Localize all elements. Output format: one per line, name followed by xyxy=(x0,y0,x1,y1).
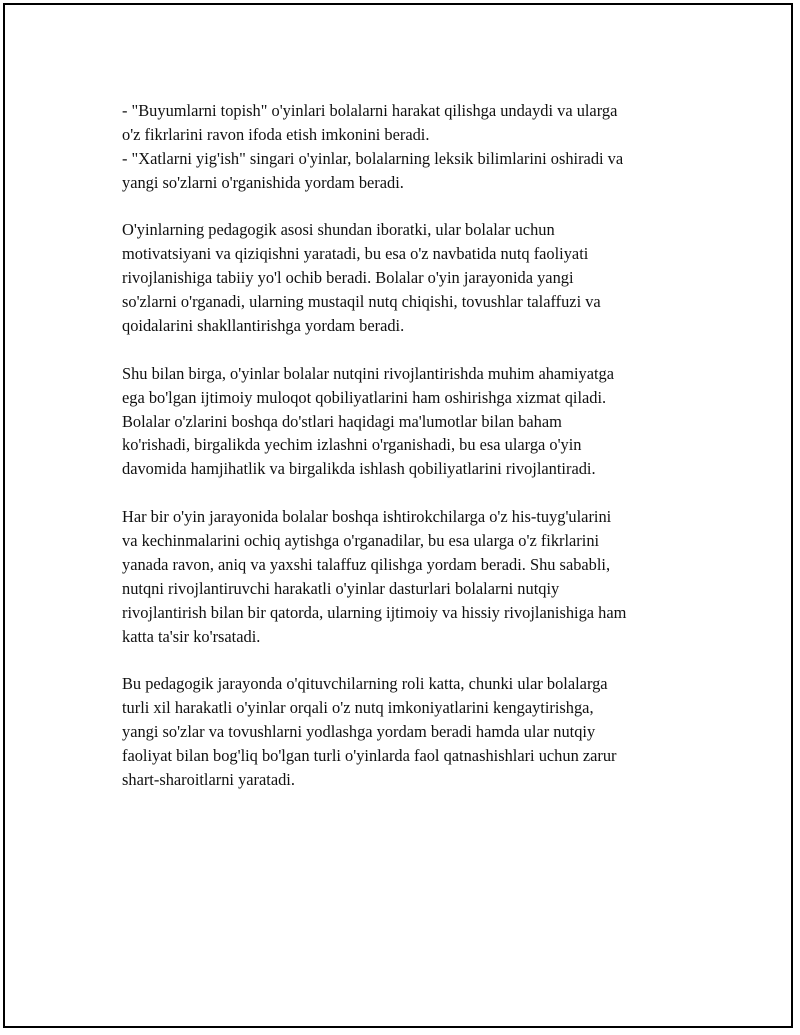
text-line: katta ta'sir ko'rsatadi. xyxy=(122,626,261,646)
text-line: va kechinmalarini ochiq aytishga o'rganadilar, bu esa ularga o'z fikrlarini xyxy=(122,531,600,551)
text-line: ko'rishadi, birgalikda yechim izlashni o'rganishadi, bu esa ularga o'yin xyxy=(122,435,582,455)
paragraph-teacher-role xyxy=(122,672,722,791)
text-line: - "Buyumlarni topish" o'yinlari bolalarni harakat qilishga undaydi va ularga xyxy=(122,101,618,120)
text-line: qoidalarini shakllantirishga yordam beradi. xyxy=(122,316,405,336)
text-line: Bu pedagogik jarayonda o'qituvchilarning roli katta, chunki ular bolalarga xyxy=(122,674,608,694)
paragraph-pedagogical-basis xyxy=(122,218,722,337)
text-line: yangi so'zlar va tovushlarni yodlashga yordam beradi hamda ular nutqiy xyxy=(122,722,596,742)
text-line: motivatsiyani va qiziqishni yaratadi, bu esa o'z navbatida nutq faoliyati xyxy=(122,244,589,264)
paragraph-social-skills xyxy=(122,362,722,481)
text-line: faoliyat bilan bog'liq bo'lgan turli o'yinlarda faol qatnashishlari uchun zarur xyxy=(122,746,617,766)
text-line: so'zlarni o'rganadi, ularning mustaqil nutq chiqishi, tovushlar talaffuzi va xyxy=(122,292,601,312)
text-line: Har bir o'yin jarayonida bolalar boshqa ishtirokchilarga o'z his-tuyg'ularini xyxy=(122,507,612,527)
text-line: yangi so'zlarni o'rganishida yordam beradi. xyxy=(122,172,404,192)
paragraph-games-list xyxy=(122,99,722,195)
text-line: nutqni rivojlantiruvchi harakatli o'yinlar dasturlari bolalarni nutqiy xyxy=(122,578,560,598)
page-frame xyxy=(3,3,793,1028)
document-body xyxy=(122,99,722,816)
text-line: Shu bilan birga, o'yinlar bolalar nutqini rivojlantirishda muhim ahamiyatga xyxy=(122,363,614,383)
text-line: shart-sharoitlarni yaratadi. xyxy=(122,769,295,789)
text-line: davomida hamjihatlik va birgalikda ishlash qobiliyatlarini rivojlantiradi. xyxy=(122,459,596,479)
text-line: turli xil harakatli o'yinlar orqali o'z nutq imkoniyatlarini kengaytirishga, xyxy=(122,698,594,718)
text-line: - "Xatlarni yig'ish" singari o'yinlar, bolalarning leksik bilimlarini oshiradi va xyxy=(122,148,624,168)
paragraph-emotional-development xyxy=(122,505,722,648)
text-line: O'yinlarning pedagogik asosi shundan iboratki, ular bolalar uchun xyxy=(122,220,555,240)
text-line: rivojlantirish bilan bir qatorda, ularning ijtimoiy va hissiy rivojlanishiga ham xyxy=(122,602,627,622)
text-line: rivojlanishiga tabiiy yo'l ochib beradi. Bolalar o'yin jarayonida yangi xyxy=(122,268,574,288)
text-line: Bolalar o'zlarini boshqa do'stlari haqidagi ma'lumotlar bilan baham xyxy=(122,411,562,431)
text-line: o'z fikrlarini ravon ifoda etish imkonini beradi. xyxy=(122,124,430,144)
text-line: ega bo'lgan ijtimoiy muloqot qobiliyatlarini ham oshirishga xizmat qiladi. xyxy=(122,387,607,407)
text-line: yanada ravon, aniq va yaxshi talaffuz qilishga yordam beradi. Shu sababli, xyxy=(122,554,611,574)
